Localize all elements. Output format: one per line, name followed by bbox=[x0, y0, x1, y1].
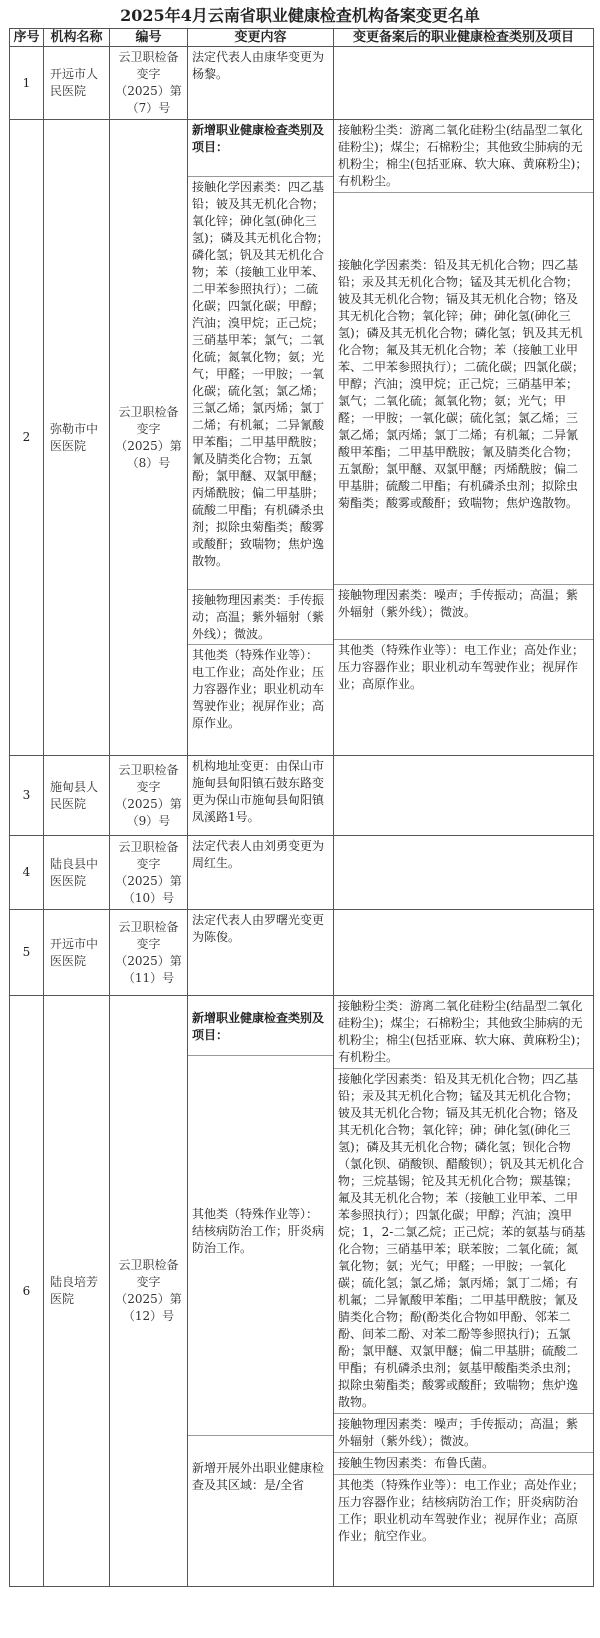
change-content: 法定代表人由罗曙光变更为陈俊。 bbox=[188, 910, 334, 996]
col-header-items: 变更备案后的职业健康检查类别及项目 bbox=[334, 29, 594, 47]
institution-name: 陆良培芳医院 bbox=[44, 996, 110, 1587]
table-row bbox=[10, 910, 594, 996]
record-code: 云卫职检备变字（2025）第（9）号 bbox=[110, 756, 188, 836]
table-row bbox=[10, 47, 594, 120]
changed-items bbox=[334, 756, 594, 836]
institution-name: 施甸县人民医院 bbox=[44, 756, 110, 836]
change-physical: 接触物理因素类：手传振动；高温；紫外辐射（紫外线）；微波。 bbox=[188, 590, 333, 645]
change-content bbox=[188, 120, 334, 756]
table-row bbox=[10, 836, 594, 910]
change-intro: 新增职业健康检查类别及项目： bbox=[188, 996, 333, 1056]
items-chemical: 接触化学因素类：铅及其无机化合物；四乙基铅；汞及其无机化合物；锰及其无机化合物；铍及其无机化合物；镉及其无机化合物；铬及其无机化合物；氧化锌；砷；砷化氢(砷化三氢)；磷及其无机化合物；磷化氢；钡化合物（氯化钡、硝酸钡、醋酸钡）；钒及其无机化合物；三烷基锡；铊及其无机化合物；羰基镍；氟及其无机化合物；苯（接触工业甲苯、二甲苯参照执行）；四氯化碳；甲醇；汽油；溴甲烷；1，2-二氯乙烷；正己烷；苯的氨基与硝基化合物；三硝基甲苯；联苯胺；二氧化硫；氮氧化物；氨；光气；甲醛；一甲胺；一氧化碳；硫化氢；氯乙烯；氯丙烯；氯丁二烯；有机氟；二异氰酸甲苯酯；二甲基甲酰胺；氰及腈类化合物；酚(酚类化合物如甲酚、邻苯二酚、间苯二酚、对苯二酚等参照执行)；五氯酚；氯甲醚、双氯甲醚；偏二甲基肼；硫酸二甲酯；有机磷杀虫剂；氨基甲酸酯类杀虫剂；拟除虫菊酯类；酸雾或酸酐；致喘物；焦炉逸散物。 bbox=[334, 1069, 593, 1414]
col-header-change: 变更内容 bbox=[188, 29, 334, 47]
change-other: 其他类（特殊作业等）：电工作业；高处作业；压力容器作业；职业机动车驾驶作业；视屏作业；高原作业。 bbox=[192, 648, 325, 730]
change-content: 法定代表人由康华变更为杨黎。 bbox=[188, 47, 334, 120]
change-content bbox=[188, 996, 334, 1587]
col-header-code: 编号 bbox=[110, 29, 188, 47]
items-dust: 接触粉尘类：游离二氧化硅粉尘(结晶型二氧化硅粉尘)；煤尘；石棉粉尘；其他致尘肺病的无机粉尘；棉尘(包括亚麻、软大麻、黄麻粉尘)；有机粉尘。 bbox=[334, 120, 593, 193]
institution-name: 开远市中医医院 bbox=[44, 910, 110, 996]
row-no: 3 bbox=[10, 756, 44, 836]
record-code: 云卫职检备变字（2025）第（10）号 bbox=[110, 836, 188, 910]
change-region: 新增开展外出职业健康检查及其区域：是/全省 bbox=[192, 1461, 325, 1492]
changed-items bbox=[334, 910, 594, 996]
items-biological: 接触生物因素类：布鲁氏菌。 bbox=[334, 1453, 593, 1475]
changed-items bbox=[334, 836, 594, 910]
col-header-no: 序号 bbox=[10, 29, 44, 47]
row-no: 2 bbox=[10, 120, 44, 756]
header-row bbox=[10, 29, 594, 47]
table-row bbox=[10, 120, 594, 756]
change-chemical: 接触化学因素类：四乙基铅；铍及其无机化合物；氧化锌；砷化氢(砷化三氢)；磷及其无机化合物；磷化氢；钒及其无机化合物；苯（接触工业甲苯、二甲苯参照执行）；二硫化碳；四氯化碳；甲醇；汽油；溴甲烷；正己烷；三硝基甲苯；氯气；二氧化硫；氮氧化物；氨；光气；甲醛；一甲胺；一氧化碳；硫化氢；氯乙烯；三氯乙烯；氯丙烯；氯丁二烯；有机氟；二异氰酸甲苯酯；二甲基甲酰胺；氰及腈类化合物；五氯酚；氯甲醚、双氯甲醚；丙烯酰胺；偏二甲基肼；硫酸二甲酯；有机磷杀虫剂；拟除虫菊酯类；酸雾或酸酐；致喘物；焦炉逸散物。 bbox=[188, 177, 333, 590]
record-code: 云卫职检备变字（2025）第（12）号 bbox=[110, 996, 188, 1587]
items-physical: 接触物理因素类：噪声；手传振动；高温；紫外辐射（紫外线）；微波。 bbox=[334, 1414, 593, 1453]
row-no: 6 bbox=[10, 996, 44, 1587]
changed-items bbox=[334, 996, 594, 1587]
items-chemical: 接触化学因素类：铅及其无机化合物；四乙基铅；汞及其无机化合物；锰及其无机化合物；铍及其无机化合物；镉及其无机化合物；铬及其无机化合物；氧化锌；砷；砷化氢(砷化三氢)；磷及其无机化合物；磷化氢；钒及其无机化合物；氟及其无机化合物；苯（接触工业甲苯、二甲苯参照执行）；二硫化碳；四氯化碳；甲醇；汽油；溴甲烷；正己烷；三硝基甲苯；氯气；二氧化硫；氮氧化物；氨；光气；甲醛；一甲胺；一氧化碳；硫化氢；氯乙烯；三氯乙烯；氯丙烯；氯丁二烯；有机氟；二异氰酸甲苯酯；二甲基甲酰胺；氰及腈类化合物；五氯酚；氯甲醚、双氯甲醚；丙烯酰胺；偏二甲基肼；硫酸二甲酯；有机磷杀虫剂；拟除虫菊酯类；酸雾或酸酐；致喘物；焦炉逸散物。 bbox=[334, 193, 593, 585]
change-content: 法定代表人由刘勇变更为周红生。 bbox=[188, 836, 334, 910]
change-content: 机构地址变更：由保山市施甸县甸阳镇石鼓东路变更为保山市施甸县甸阳镇凤溪路1号。 bbox=[188, 756, 334, 836]
table-row bbox=[10, 756, 594, 836]
change-intro: 新增职业健康检查类别及项目： bbox=[188, 120, 333, 177]
registration-table bbox=[9, 28, 594, 1587]
row-no: 4 bbox=[10, 836, 44, 910]
change-other: 其他类（特殊作业等）：结核病防治工作；肝炎病防治工作。 bbox=[188, 1056, 333, 1436]
changed-items bbox=[334, 47, 594, 120]
table-row bbox=[10, 996, 594, 1587]
items-other: 其他类（特殊作业等）：电工作业；高处作业；压力容器作业；职业机动车驾驶作业；视屏作业；高原作业。 bbox=[338, 643, 585, 691]
document-title: 2025年4月云南省职业健康检查机构备案变更名单 bbox=[120, 6, 480, 25]
institution-name: 开远市人民医院 bbox=[44, 47, 110, 120]
institution-name: 弥勒市中医医院 bbox=[44, 120, 110, 756]
items-dust: 接触粉尘类：游离二氧化硅粉尘(结晶型二氧化硅粉尘)；煤尘；石棉粉尘；其他致尘肺病的无机粉尘；棉尘(包括亚麻、软大麻、黄麻粉尘)；有机粉尘。 bbox=[334, 996, 593, 1069]
institution-name: 陆良县中医医院 bbox=[44, 836, 110, 910]
row-no: 1 bbox=[10, 47, 44, 120]
items-other: 其他类（特殊作业等）：电工作业；高处作业；压力容器作业；结核病防治工作；肝炎病防治工作；职业机动车驾驶作业；视屏作业；高原作业；航空作业。 bbox=[338, 1478, 585, 1543]
record-code: 云卫职检备变字（2025）第（8）号 bbox=[110, 120, 188, 756]
items-physical: 接触物理因素类：噪声；手传振动；高温；紫外辐射（紫外线）；微波。 bbox=[334, 585, 593, 640]
col-header-name: 机构名称 bbox=[44, 29, 110, 47]
record-code: 云卫职检备变字（2025）第（7）号 bbox=[110, 47, 188, 120]
record-code: 云卫职检备变字（2025）第（11）号 bbox=[110, 910, 188, 996]
changed-items bbox=[334, 120, 594, 756]
row-no: 5 bbox=[10, 910, 44, 996]
